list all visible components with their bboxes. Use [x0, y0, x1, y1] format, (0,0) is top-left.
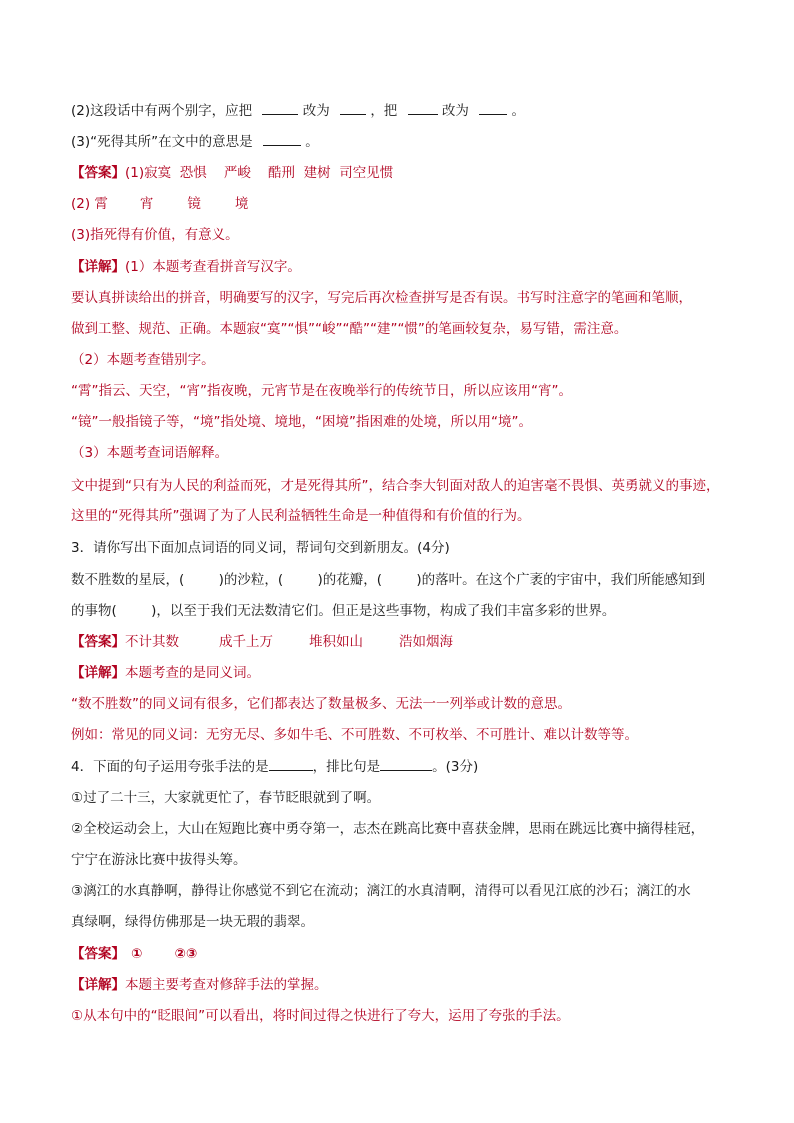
answer-text: 成千上万 — [219, 634, 273, 650]
question-4-text: 4．下面的句子运用夸张手法的是 — [71, 759, 269, 775]
detail-text: “镜”一般指镜子等，“境”指处境、境地，“困境”指困难的处境，所以用“境”。 — [71, 414, 532, 430]
detail-text: 要认真拼读给出的拼音，明确要写的汉字，写完后再次检查拼写是否有误。书写时注意字的笔画和笔顺， — [71, 290, 692, 306]
answer-blank[interactable] — [479, 101, 507, 115]
detail-tag: 【详解】 — [71, 665, 125, 681]
q2-text: ，把 — [370, 103, 398, 119]
question-3-title: 3．请你写出下面加点词语的同义词，帮词句交到新朋友。(4分) — [71, 540, 450, 556]
answer-text: ① — [131, 946, 143, 962]
detail-block-4-line1 — [71, 975, 328, 995]
answer-text: 堆积如山 — [309, 634, 363, 650]
answer-text: (1)寂寞 恐惧 严峻 酷刑 建树 司空见惯 — [125, 165, 394, 181]
detail-tag: 【详解】 — [71, 259, 125, 275]
q2-text: 改为 — [302, 103, 330, 119]
q3-text: (3)“死得其所”在文中的意思是 — [71, 134, 253, 150]
q3-text: 。 — [305, 134, 319, 150]
question-4-text: ，排比句是 — [312, 759, 381, 775]
sentence-3: ③漓江的水真静啊，静得让你感觉不到它在流动；漓江的水真清啊，清得可以看见江底的沙石；漓江的水 — [71, 883, 691, 899]
detail-text: 这里的“死得其所”强调了为了人民利益牺牲生命是一种值得和有价值的行为。 — [71, 508, 531, 524]
answer-block-1-line1 — [71, 163, 393, 183]
answer-tag: 【答案】 — [71, 946, 125, 962]
question-3-text: 数不胜数的星辰，( )的沙粒，( )的花瓣，( )的落叶。在这个广袤的宇宙中，我们所能感知到 — [71, 572, 706, 588]
answer-text: (3)指死得有价值，有意义。 — [71, 227, 239, 243]
detail-text: ①从本句中的“眨眼间”可以看出，将时间过得之快进行了夸大，运用了夸张的手法。 — [71, 1008, 570, 1024]
detail-text: （2）本题考查错别字。 — [71, 352, 215, 368]
answer-text: 镜 — [187, 196, 201, 212]
answer-blank[interactable] — [340, 101, 366, 115]
answer-text: ②③ — [174, 946, 198, 962]
sentence-3-cont: 真绿啊，绿得仿佛那是一块无瑕的翡翠。 — [71, 914, 314, 930]
detail-text: 本题主要考查对修辞手法的掌握。 — [125, 977, 328, 993]
answer-text: 浩如烟海 — [399, 634, 453, 650]
answer-block-1-line3 — [71, 225, 239, 245]
question-3-line — [71, 132, 319, 152]
answer-text: 宵 — [139, 196, 154, 212]
answer-block-4 — [71, 944, 197, 964]
detail-block-1-line1 — [71, 257, 301, 277]
sentence-1: ①过了二十三，大家就更忙了，春节眨眼就到了啊。 — [71, 790, 381, 806]
detail-text: 文中提到“只有为人民的利益而死，才是死得其所”，结合李大钊面对敌人的迫害毫不畏惧、英勇就义的事迹， — [71, 478, 720, 494]
answer-tag: 【答案】 — [71, 634, 125, 650]
answer-blank[interactable] — [262, 101, 298, 115]
answer-blank[interactable] — [269, 757, 313, 771]
detail-text: 例如：常见的同义词：无穷无尽、多如牛毛、不可胜数、不可枚举、不可胜计、难以计数等等。 — [71, 727, 638, 743]
q2-text: (2)这段话中有两个别字，应把 — [71, 103, 253, 119]
detail-text: （3）本题考查词语解释。 — [71, 445, 229, 461]
answer-blank[interactable] — [380, 757, 432, 771]
detail-text: (1）本题考查看拼音写汉字。 — [125, 259, 301, 275]
q2-text: 。 — [511, 103, 525, 119]
answer-block-1-line2 — [71, 194, 248, 214]
detail-text: “霄”指云、天空，“宵”指夜晚，元宵节是在夜晚举行的传统节日，所以应该用“宵”。 — [71, 383, 572, 399]
answer-block-3 — [71, 632, 453, 652]
answer-blank[interactable] — [263, 132, 301, 146]
answer-tag: 【答案】 — [71, 165, 125, 181]
q2-text: 改为 — [441, 103, 469, 119]
question-2-line — [71, 101, 525, 121]
detail-tag: 【详解】 — [71, 977, 125, 993]
detail-block-3-line1 — [71, 663, 260, 683]
detail-text: “数不胜数”的同义词有很多，它们都表达了数量极多、无法一一列举或计数的意思。 — [71, 696, 571, 712]
question-3-text: 的事物( )，以至于我们无法数清它们。但正是这些事物，构成了我们丰富多彩的世界。 — [71, 603, 616, 619]
answer-blank[interactable] — [408, 101, 438, 115]
question-4-title — [71, 757, 478, 777]
question-4-text: 。(3分) — [432, 759, 479, 775]
detail-text: 本题考查的是同义词。 — [125, 665, 260, 681]
answer-text: 不计其数 — [125, 634, 179, 650]
answer-text: 境 — [234, 196, 249, 212]
sentence-2-cont: 宁宁在游泳比赛中拔得头筹。 — [71, 852, 247, 868]
detail-text: 做到工整、规范、正确。本题寂“寞”“惧”“峻”“酷”“建”“惯”的笔画较复杂，易写错，需注意。 — [71, 321, 628, 337]
answer-text: (2) 霄 — [71, 196, 108, 212]
sentence-2: ②全校运动会上，大山在短跑比赛中勇夺第一，志杰在跳高比赛中喜获金牌，思雨在跳远比赛中摘得桂冠， — [71, 821, 705, 837]
